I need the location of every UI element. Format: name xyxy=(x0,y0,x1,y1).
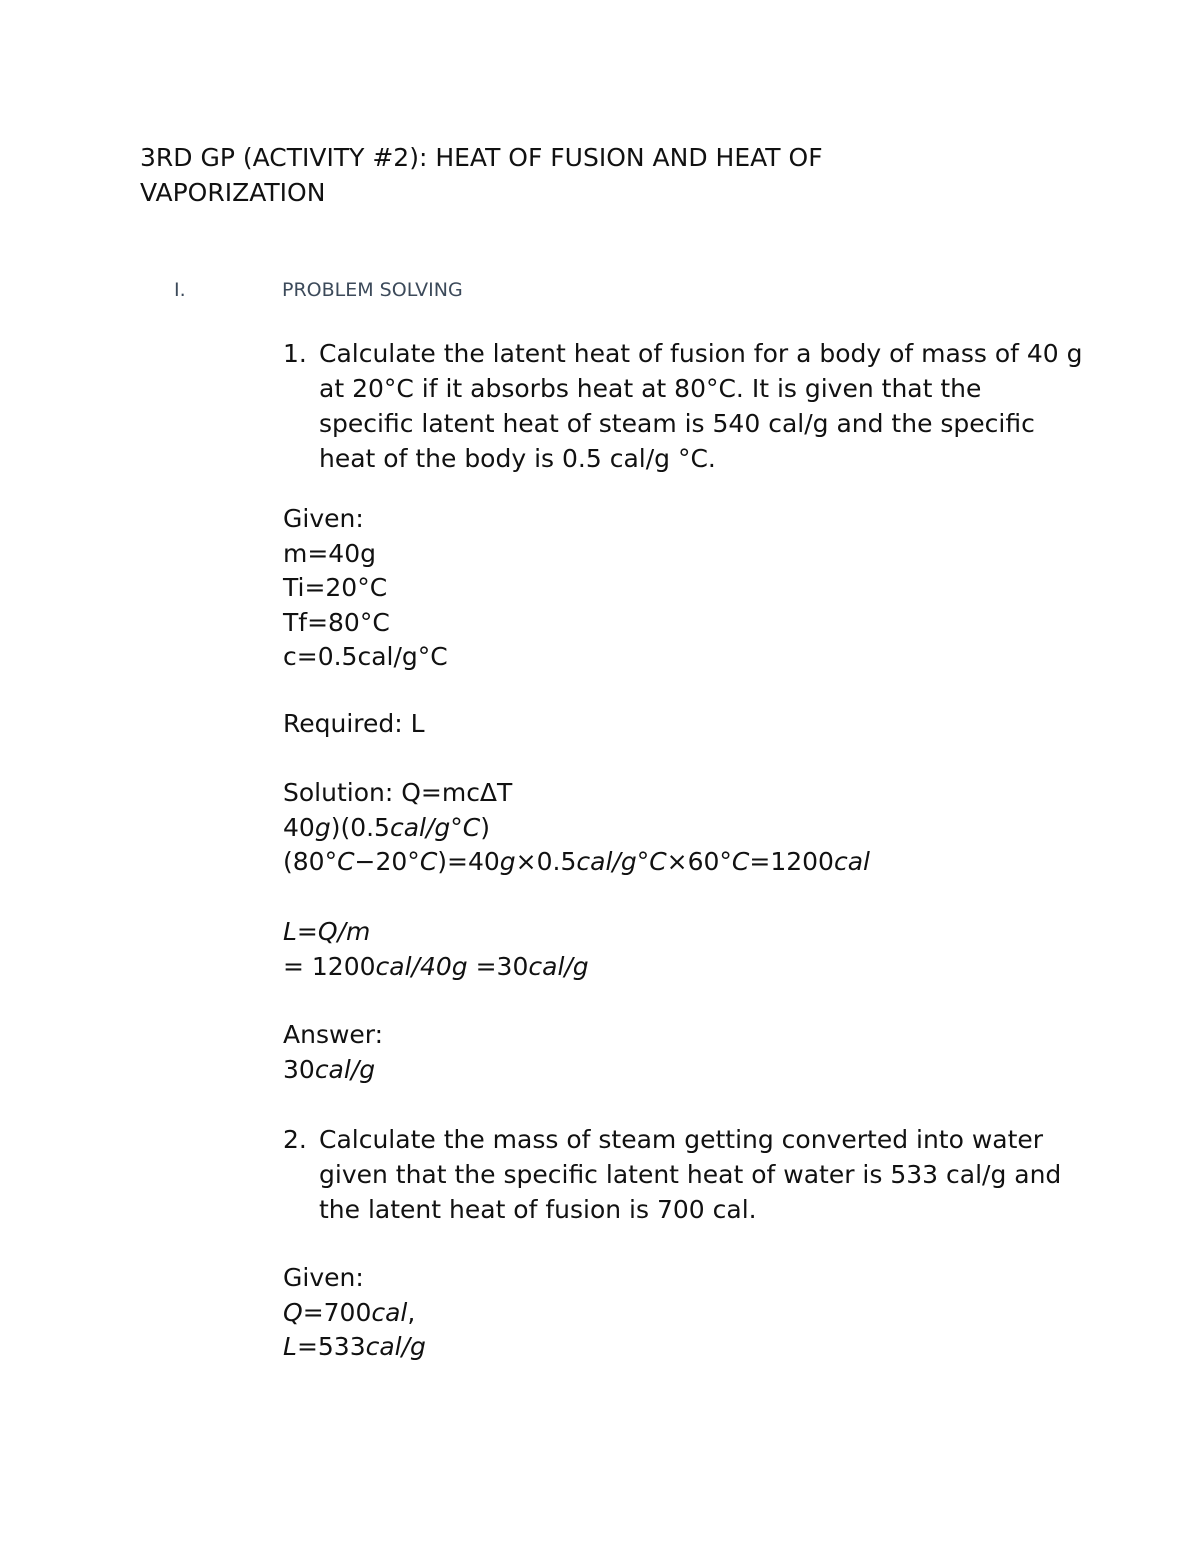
answer-label: Answer: xyxy=(283,1020,384,1049)
sol-2h: cal/g°C xyxy=(576,847,667,876)
problem-1-text: Calculate the latent heat of fusion for a body of mass of 40 g at 20°C if it absorbs heat at 80°C. It is given that the specific latent heat of steam is 540 cal/g and the specific heat of the body is 0.5 cal/g °C. xyxy=(319,339,1083,473)
problem-2-number: 2. xyxy=(283,1125,307,1154)
sol-1c: )(0.5 xyxy=(330,812,390,842)
sol-2l: cal xyxy=(833,847,870,876)
g2c: cal/g xyxy=(365,1332,426,1361)
sol-1d: cal/g°C xyxy=(389,812,481,842)
given-specific-heat: c=0.5cal/g°C xyxy=(283,642,448,671)
answer-b: cal/g xyxy=(314,1054,376,1084)
answer-value xyxy=(283,1053,383,1088)
given-final-temp: Tf=80°C xyxy=(283,607,390,637)
calc-b: cal/40g xyxy=(375,951,468,981)
sol-2b: C xyxy=(337,847,355,876)
sol-2d: C xyxy=(419,847,438,876)
given-label-2: Given: xyxy=(283,1263,364,1292)
given-latent xyxy=(283,1330,426,1365)
required-text: Required: L xyxy=(283,709,425,738)
solution-line-2 xyxy=(283,845,870,880)
problem-2-text: Calculate the mass of steam getting converted into water given that the specific latent heat of water is 533 cal/g and the latent heat of fusion is 700 cal. xyxy=(319,1125,1062,1224)
problem-1-given xyxy=(283,502,448,675)
problem-1-required xyxy=(283,707,425,742)
problem-1-question xyxy=(283,336,1083,476)
sol-2f: g xyxy=(499,847,516,876)
formula-calc xyxy=(283,950,589,985)
sol-2e: )=40 xyxy=(437,847,500,876)
calc-c: =30 xyxy=(467,951,529,981)
sol-2i: ×60° xyxy=(666,847,732,876)
sol-1a: 40 xyxy=(283,812,315,842)
g1d: , xyxy=(407,1297,416,1327)
section-title: PROBLEM SOLVING xyxy=(282,279,463,301)
problem-1-number: 1. xyxy=(283,339,307,368)
section-number: I. xyxy=(174,279,186,301)
given-mass: m=40g xyxy=(283,538,376,568)
problem-1-formula xyxy=(283,915,589,984)
calc-a: = 1200 xyxy=(283,951,376,981)
document-title: 3RD GP (ACTIVITY #2): HEAT OF FUSION AND HEAT OF VAPORIZATION xyxy=(140,143,823,207)
g1b: =700 xyxy=(302,1297,372,1327)
given-label: Given: xyxy=(283,504,364,533)
solution-line-1 xyxy=(283,811,870,846)
sol-2a: (80° xyxy=(283,847,338,876)
solution-label: Solution: Q=mcΔT xyxy=(283,778,513,807)
problem-2-question xyxy=(283,1122,1083,1227)
g1a: Q xyxy=(283,1297,303,1327)
g2b: =533 xyxy=(296,1332,366,1361)
section-heading xyxy=(174,277,463,303)
sol-2j: C xyxy=(731,847,750,876)
problem-1-solution xyxy=(283,776,870,880)
problem-2-given xyxy=(283,1261,426,1365)
answer-a: 30 xyxy=(283,1054,315,1084)
sol-2c: −20° xyxy=(354,847,420,876)
sol-2g: ×0.5 xyxy=(515,847,577,876)
sol-2k: =1200 xyxy=(749,847,834,876)
calc-d: cal/g xyxy=(528,951,589,981)
sol-1e: ) xyxy=(480,812,490,842)
g1c: cal xyxy=(371,1297,408,1327)
problem-1-answer xyxy=(283,1018,383,1087)
given-heat xyxy=(283,1296,426,1331)
formula-text: L=Q/m xyxy=(283,917,371,946)
g2a: L xyxy=(283,1332,297,1361)
sol-1b: g xyxy=(314,812,331,842)
given-initial-temp: Ti=20°C xyxy=(283,573,388,602)
